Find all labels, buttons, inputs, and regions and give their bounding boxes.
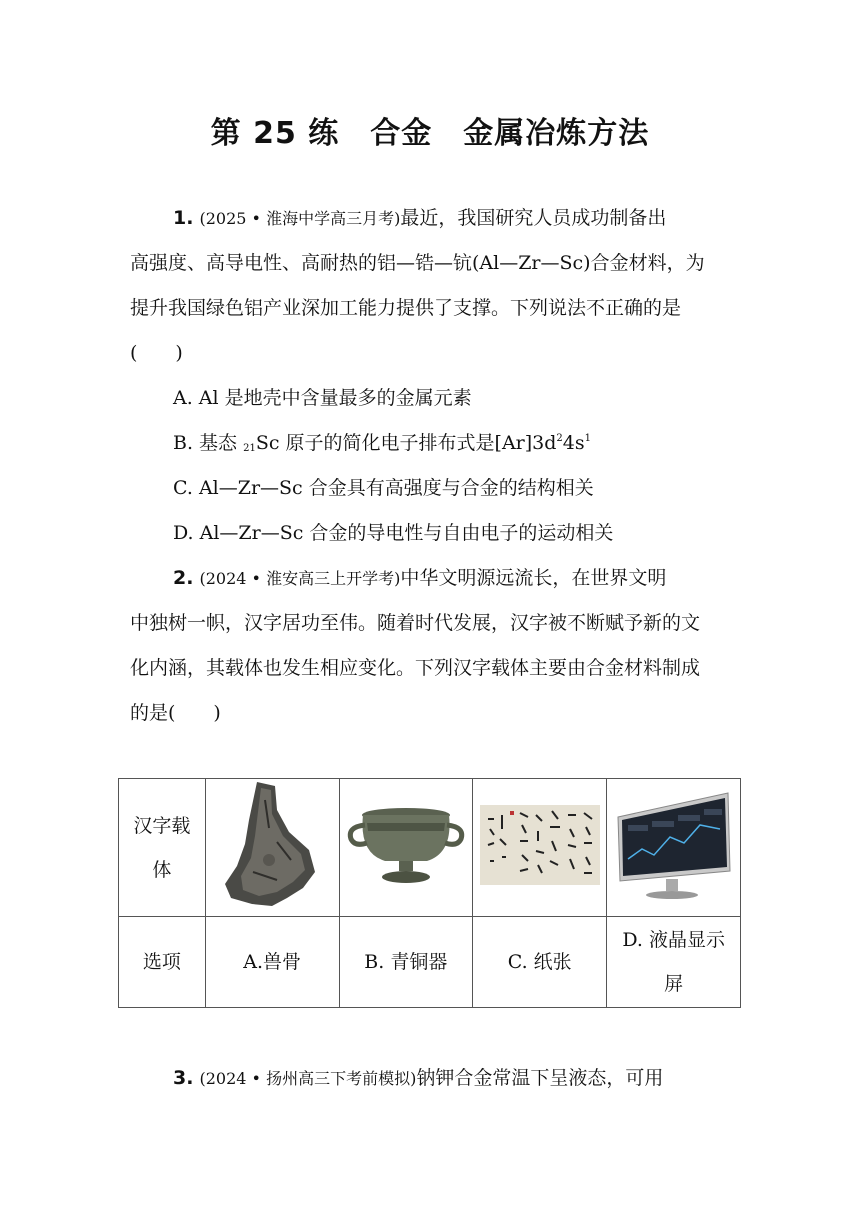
table-header-cell: 汉字载 体: [119, 779, 206, 917]
paper-calligraphy-image: [473, 779, 607, 917]
question-1-option-a: A. Al 是地壳中含量最多的金属元素: [173, 387, 472, 409]
question-2-line-3: 化内涵，其载体也发生相应变化。下列汉字载体主要由合金材料制成: [130, 657, 701, 679]
question-1-line-3: 提升我国绿色铝产业深加工能力提供了支撑。下列说法不正确的是: [130, 297, 682, 319]
question-1-option-d: D. Al—Zr—Sc 合金的导电性与自由电子的运动相关: [173, 522, 614, 544]
question-1-option-c: C. Al—Zr—Sc 合金具有高强度与合金的结构相关: [173, 477, 594, 499]
option-a-cell: A.兽骨: [205, 917, 339, 1008]
animal-bone-image: [205, 779, 339, 917]
option-b-cell: B. 青铜器: [339, 917, 472, 1008]
question-number: 2.: [173, 567, 194, 589]
table-row: [119, 779, 741, 917]
table-header-cell: 选项: [119, 917, 206, 1008]
question-1-line-2: 高强度、高导电性、高耐热的铝—锆—钪(Al—Zr—Sc)合金材料，为: [130, 252, 705, 274]
question-1-answer-blank: ( ): [130, 342, 183, 364]
question-1-option-b: B. 基态 $_{21}$Sc 原子的简化电子排布式是$[Ar]3d^24s^1$: [173, 432, 591, 454]
question-number: 1.: [173, 207, 194, 229]
question-number: 3.: [173, 1067, 194, 1089]
question-2-line-1: 2. (2024 • 淮安高三上开学考)中华文明源远流长，在世界文明: [173, 567, 667, 589]
lcd-monitor-image: [607, 779, 741, 917]
question-3-line-1: 3. (2024 • 扬州高三下考前模拟)钠钾合金常温下呈液态，可用: [173, 1067, 664, 1089]
question-source: (2025 • 淮海中学高三月考): [199, 209, 401, 228]
option-c-cell: C. 纸张: [473, 917, 607, 1008]
question-1-line-1: 1. (2025 • 淮海中学高三月考)最近，我国研究人员成功制备出: [173, 207, 667, 229]
table-row: [119, 917, 741, 1008]
option-d-cell: D. 液晶显示 屏: [607, 917, 741, 1008]
question-source: (2024 • 淮安高三上开学考): [199, 569, 401, 588]
question-source: (2024 • 扬州高三下考前模拟): [199, 1069, 417, 1088]
bronze-vessel-image: [339, 779, 472, 917]
carrier-table: [118, 778, 741, 1008]
question-2-line-2: 中独树一帜，汉字居功至伟。随着时代发展，汉字被不断赋予新的文: [130, 612, 701, 634]
question-2-answer-blank: 的是( ): [130, 702, 221, 724]
page-title: 第 25 练 合金 金属冶炼方法: [210, 116, 650, 151]
